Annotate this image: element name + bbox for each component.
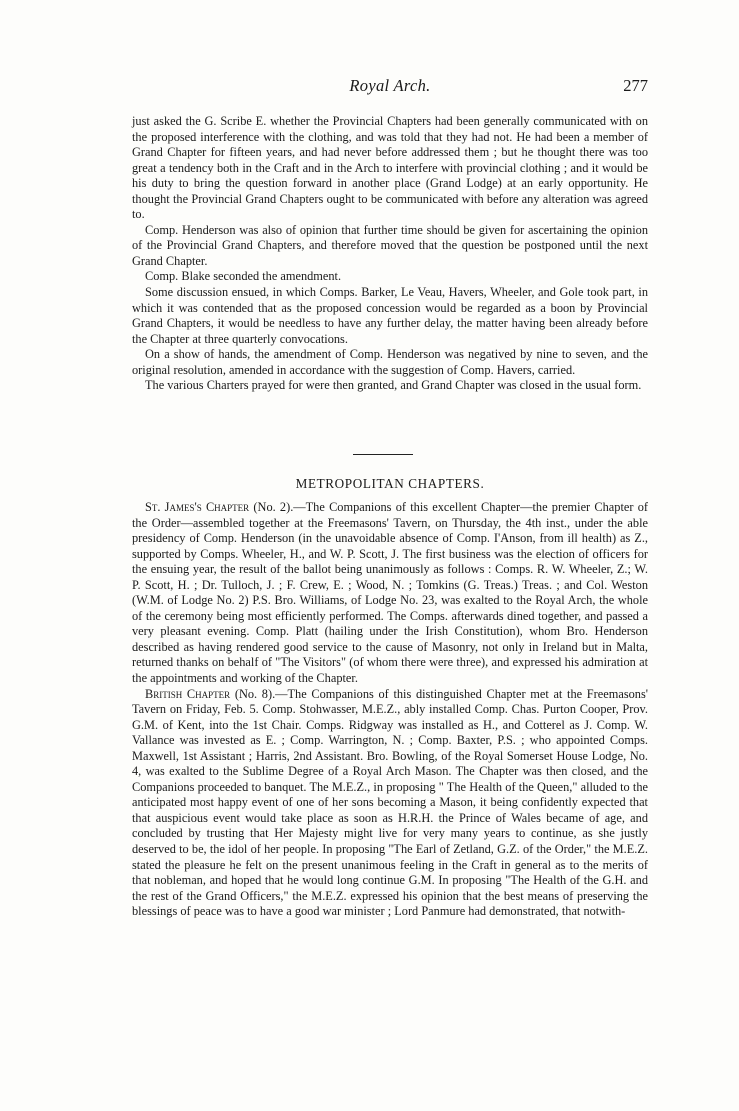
paragraph: Some discussion ensued, in which Comps. Barker, Le Veau, Havers, Wheeler, and Gole took part, in which it was contended that as the proposed concession would be regarded as a boon by Provincial Grand Chapters, it would be needless to have any further delay, the matter having been already before the Chapter at three quarterly convocations. xyxy=(132,285,648,346)
chapter-name: British Chapter xyxy=(145,686,231,701)
chapter-report xyxy=(132,687,648,920)
paragraph: Comp. Henderson was also of opinion that further time should be given for ascertaining the opinion of the Provincial Grand Chapters, and therefore moved that the question be postponed until the next Grand Chapter. xyxy=(132,222,648,268)
chapter-report-text: (No. 8).—The Companions of this distinguished Chapter met at the Freemasons' Tavern on Friday, Feb. 5. Comp. Stohwasser, M.E.Z., ably installed Comp. Chas. Purton Cooper, Prov. G.M. of Kent, into the 1st Chair. Comps. Ridgway was installed as H., and Cotterel as J. Comp. W. Vallance was invested as E. ; Comp. Warrington, N. ; Comp. Baxter, P.S. ; who appointed Comps. Maxwell, 1st Assistant ; Harris, 2nd Assistant. Bro. Bowling, of the Royal Somerset House Lodge, No. 4, was exalted to the Sublime Degree of a Royal Arch Mason. The Chapter was then closed, and the Companions proceeded to banquet. The M.E.Z., in proposing " The Health of the Queen," alluded to the anticipated most happy event of one of her sons becoming a Mason, it being confidently expected that that auspicious event would take place as soon as H.R.H. the Prince of Wales became of age, and concluded by trusting that Her Majesty might live for very many years to continue, as she justly deserved to be, the idol of her people. In proposing "The Earl of Zetland, G.Z. of the Order," the M.E.Z. stated the pleasure he felt on the present unanimous feeling in the Craft in general as to the merits of that nobleman, and hoped that he would long continue G.M. In proposing "The Health of the G.H. and the rest of the Grand Officers," the M.E.Z. expressed his opinion that the best means of preserving the blessings of peace was to have a good war minister ; Lord Panmure had demonstrated, that notwith- xyxy=(132,686,648,919)
page-header xyxy=(132,76,648,98)
page-number: 277 xyxy=(623,76,648,95)
chapter-name: St. James's Chapter xyxy=(145,500,250,514)
section-divider xyxy=(353,454,413,455)
chapter-report-text: (No. 2).—The Companions of this excellent Chapter—the premier Chapter of the Order—assembled together at the Freemasons' Tavern, on Thursday, the 4th inst., under the able presidency of Comp. Henderson (in the unavoidable absence of Comp. I'Anson, from ill health) as Z., supported by Comps. Wheeler, H., and W. P. Scott, J. The first business was the election of officers for the ensuing year, the result of the ballot being unanimously as follows : Comps. R. W. Wheeler, Z.; W. P. Scott, H. ; Dr. Tulloch, J. ; F. Crew, E. ; Wood, N. ; Tomkins (G. Treas.) Treas. ; and Col. Weston (W.M. of Lodge No. 2) P.S. Bro. Williams, of Lodge No. 23, was exalted to the Royal Arch, the whole of the ceremony being most efficiently performed. The Comps. afterwards dined together, and passed a very pleasant evening. Comp. Platt (hailing under the Irish Constitution), whom Bro. Henderson described as having rendered good service to the cause of Masonry, not only in Ireland but in Malta, returned thanks on behalf of "The Visitors" (of whom there were three), and expressed his admiration at the appointments and working of the Chapter. xyxy=(132,500,648,686)
paragraph: Comp. Blake seconded the amendment. xyxy=(145,269,342,284)
running-title: Royal Arch. xyxy=(349,76,431,95)
chapter-report xyxy=(132,500,648,687)
grand-chapter-proceedings xyxy=(132,114,648,394)
metropolitan-chapters-reports xyxy=(132,500,648,920)
paragraph: On a show of hands, the amendment of Comp. Henderson was negatived by nine to seven, and the original resolution, amended in accordance with the suggestion of Comp. Havers, carried. xyxy=(132,347,648,377)
paragraph: just asked the G. Scribe E. whether the Provincial Chapters had been generally communicated with on the proposed interference with the clothing, and was told that they had not. He had been a member of Grand Chapter for fifteen years, and had never before addressed them ; but he thought there was too great a tendency both in the Craft and in the Arch to interfere with provincial clothing ; and it would be his duty to bring the question forward in another place (Grand Lodge) at an early opportunity. He thought the Provincial Grand Chapters ought to be communicated with before any alteration was agreed to. xyxy=(132,114,648,222)
section-heading: METROPOLITAN CHAPTERS. xyxy=(295,476,485,491)
paragraph: The various Charters prayed for were then granted, and Grand Chapter was closed in the usual form. xyxy=(145,378,642,393)
